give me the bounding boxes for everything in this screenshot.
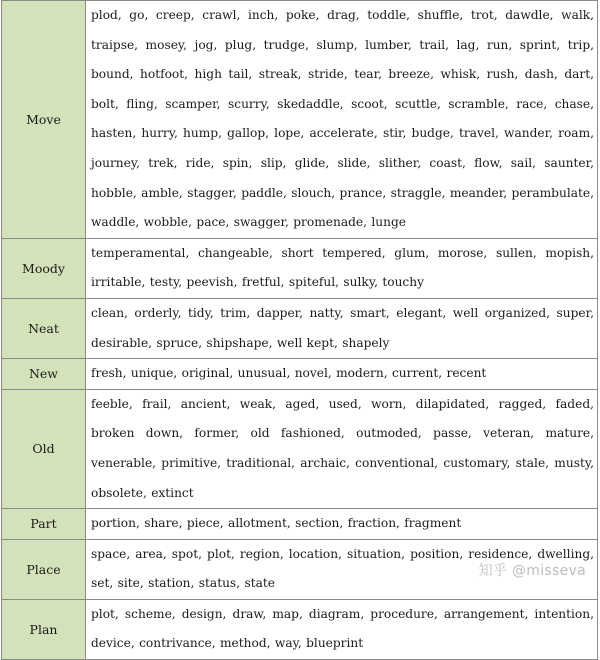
synonyms-cell: plot, scheme, design, draw, map, diagram, procedure, arrangement, intention, device, contrivance, method, way, blueprint (86, 599, 598, 659)
synonyms-cell: fresh, unique, original, unusual, novel, modern, current, recent (86, 359, 598, 390)
headword-cell: Moody (2, 238, 86, 298)
synonyms-cell: feeble, frail, ancient, weak, aged, used, worn, dilapidated, ragged, faded, broken down, former, old fashioned, outmoded, passe, veteran, mature, venerable, primitive, traditional, archaic, conventional, customary, stale, musty, obsolete, extinct (86, 389, 598, 508)
table-row (2, 1, 598, 239)
headword-cell: Part (2, 509, 86, 540)
watermark: 知乎 @misseva (478, 563, 586, 579)
table-row (2, 599, 598, 659)
synonyms-cell: temperamental, changeable, short tempered, glum, morose, sullen, mopish, irritable, testy, peevish, fretful, spiteful, sulky, touchy (86, 238, 598, 298)
headword-cell: Plan (2, 599, 86, 659)
headword-cell: Place (2, 539, 86, 599)
synonyms-cell: portion, share, piece, allotment, section, fraction, fragment (86, 509, 598, 540)
table-row (2, 298, 598, 358)
headword-cell: Neat (2, 298, 86, 358)
table-row (2, 509, 598, 540)
synonyms-cell: space, area, spot, plot, region, location, situation, position, residence, dwelling, set, site, station, status, state (86, 539, 598, 599)
table-row (2, 238, 598, 298)
table-row (2, 359, 598, 390)
headword-cell: New (2, 359, 86, 390)
synonyms-cell: plod, go, creep, crawl, inch, poke, drag, toddle, shuffle, trot, dawdle, walk, traipse, mosey, jog, plug, trudge, slump, lumber, trail, lag, run, sprint, trip, bound, hotfoot, high tail, streak, stride, tear, breeze, whisk, rush, dash, dart, bolt, fling, scamper, scurry, skedaddle, scoot, scuttle, scramble, race, chase, hasten, hurry, hump, gallop, lope, accelerate, stir, budge, travel, wander, roam, journey, trek, ride, spin, slip, glide, slide, slither, coast, flow, sail, saunter, hobble, amble, stagger, paddle, slouch, prance, straggle, meander, perambulate, waddle, wobble, pace, swagger, promenade, lunge (86, 1, 598, 239)
headword-cell: Move (2, 1, 86, 239)
table-row (2, 389, 598, 508)
synonyms-cell: clean, orderly, tidy, trim, dapper, natty, smart, elegant, well organized, super, desirable, spruce, shipshape, well kept, shapely (86, 298, 598, 358)
headword-cell: Old (2, 389, 86, 508)
